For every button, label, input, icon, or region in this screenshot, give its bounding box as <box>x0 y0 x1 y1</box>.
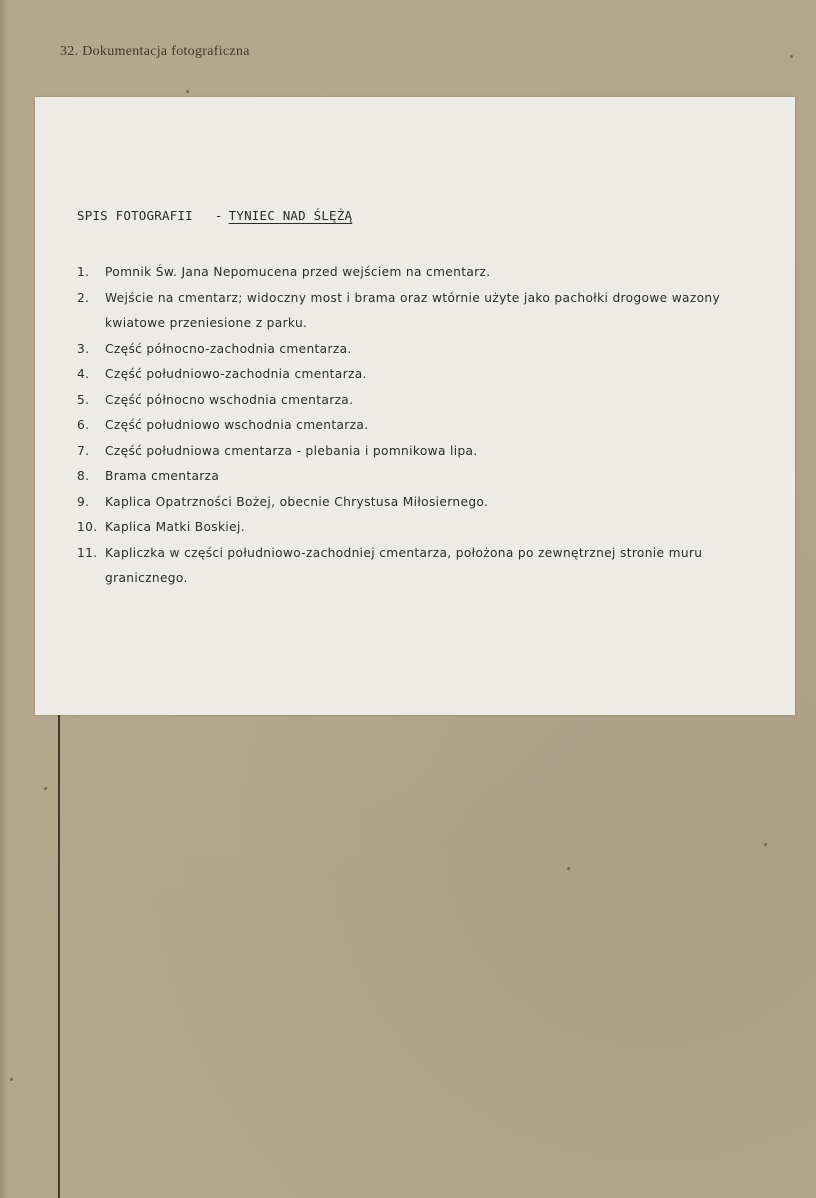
dust-speck <box>10 1078 13 1081</box>
item-text: Część północno-zachodnia cmentarza. <box>105 341 352 356</box>
dust-speck <box>764 843 767 846</box>
item-number: 11. <box>77 545 98 560</box>
item-number: 2. <box>77 290 90 305</box>
item-number: 4. <box>77 367 90 381</box>
list-item <box>77 388 777 414</box>
list-item <box>77 362 777 388</box>
item-number: 5. <box>77 392 90 407</box>
photo-list <box>77 260 777 592</box>
page-caption: 32. Dokumentacja fotograficzna <box>60 44 250 59</box>
sheet-title <box>77 208 352 223</box>
item-number: 6. <box>77 418 90 432</box>
item-number: 9. <box>77 494 90 509</box>
typed-sheet <box>35 97 795 715</box>
title-place: TYNIEC NAD ŚLĘŻĄ <box>228 208 353 223</box>
item-text: Kaplica Matki Boskiej. <box>105 520 245 534</box>
dust-speck <box>44 787 47 790</box>
item-number: 3. <box>77 341 90 356</box>
item-number: 8. <box>77 469 90 483</box>
dust-speck <box>186 90 189 93</box>
list-item <box>77 515 777 541</box>
list-item <box>77 490 777 516</box>
dust-speck <box>790 55 793 58</box>
item-text: Kaplica Opatrzności Bożej, obecnie Chrystusa Miłosiernego. <box>105 494 489 509</box>
item-text: Wejście na cmentarz; widoczny most i brama oraz wtórnie użyte jako pachołki drogowe wazony kwiatowe przeniesione z parku. <box>105 290 721 330</box>
list-item <box>77 541 777 592</box>
list-item <box>77 413 777 439</box>
item-text: Pomnik Św. Jana Nepomucena przed wejściem na cmentarz. <box>105 265 491 279</box>
item-number: 7. <box>77 443 90 458</box>
item-text: Część południowo-zachodnia cmentarza. <box>105 367 367 381</box>
title-separator: - <box>214 208 223 223</box>
board-fold-line <box>58 715 60 1198</box>
item-text: Część północno wschodnia cmentarza. <box>105 392 354 407</box>
list-item <box>77 337 777 363</box>
item-text: Kapliczka w części południowo-zachodniej cmentarza, położona po zewnętrznej stronie muru granicznego. <box>105 545 703 585</box>
list-item <box>77 260 777 286</box>
title-prefix: SPIS FOTOGRAFII <box>77 208 193 223</box>
item-text: Część południowa cmentarza - plebania i pomnikowa lipa. <box>105 443 478 458</box>
dust-speck <box>567 867 570 870</box>
list-item <box>77 439 777 465</box>
board-left-edge <box>0 0 8 1198</box>
item-text: Brama cmentarza <box>105 469 220 483</box>
item-number: 1. <box>77 265 90 279</box>
item-number: 10. <box>77 520 98 534</box>
item-text: Część południowo wschodnia cmentarza. <box>105 418 369 432</box>
list-item <box>77 464 777 490</box>
list-item <box>77 286 777 337</box>
